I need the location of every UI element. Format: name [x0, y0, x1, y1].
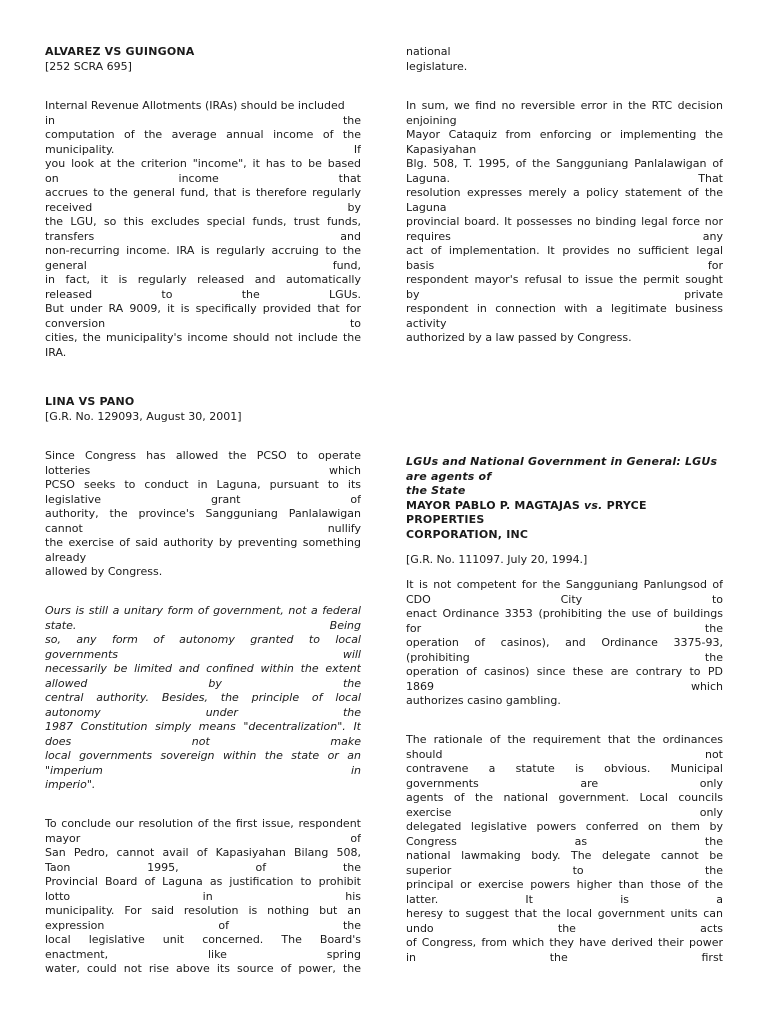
text-line: Taon 1995, of the	[45, 860, 361, 874]
text-line: Ours is still a unitary form of government, not a federal	[45, 604, 361, 617]
text-line: operation of casinos), and Ordinance 3375-93,	[406, 636, 723, 649]
text-line: allowed by Congress.	[45, 565, 163, 578]
case-heading-magtajas	[406, 455, 723, 542]
text-line: undo the acts	[406, 921, 723, 935]
text-line: 1869 which	[406, 679, 723, 693]
text-line: necessarily be limited and confined within the extent	[45, 662, 361, 675]
text-line: To conclude our resolution of the first issue, respondent	[45, 817, 361, 830]
text-line: Provincial Board of Laguna as justification to prohibit	[45, 875, 361, 888]
text-line: resolution expresses merely a policy statement of the	[406, 186, 723, 199]
text-line: respondent in connection with a legitimate business	[406, 302, 723, 315]
text-line: agents of the national government. Local councils	[406, 791, 723, 804]
text-line: act of implementation. It provides no sufficient legal	[406, 244, 723, 257]
text-line: San Pedro, cannot avail of Kapasiyahan Bilang 508,	[45, 846, 361, 859]
text-line: legislature.	[406, 59, 468, 73]
text-line: But under RA 9009, it is specifically provided that for	[45, 302, 361, 315]
conclusion-paragraph	[406, 99, 723, 346]
text-line: Internal Revenue Allotments (IRAs) should be included	[45, 99, 345, 112]
text-line: authorized by a law passed by Congress.	[406, 331, 632, 344]
text-line: CDO City to	[406, 592, 723, 606]
text-line: allowed by the	[45, 676, 361, 690]
case-title-line: MAYOR PABLO P. MAGTAJAS vs. PRYCE	[406, 498, 647, 512]
case-title-line: PROPERTIES	[406, 513, 485, 526]
text-line: municipality. For said resolution is nothing but an	[45, 904, 361, 917]
text-line: In sum, we find no reversible error in the RTC decision	[406, 99, 723, 112]
text-line: received by	[45, 200, 361, 214]
topic-heading-line: LGUs and National Government in General: LGUs	[406, 455, 718, 468]
text-line: conversion to	[45, 316, 361, 330]
text-line: you look at the criterion "income", it has to be based	[45, 157, 361, 170]
text-line: heresy to suggest that the local government units can	[406, 907, 723, 920]
text-line: non-recurring income. IRA is regularly accruing to the	[45, 244, 361, 257]
text-line: PCSO seeks to conduct in Laguna, pursuant to its	[45, 478, 361, 491]
text-line: national	[406, 45, 451, 58]
text-line: cannot nullify	[45, 521, 361, 535]
text-line: Laguna	[406, 200, 447, 214]
magtajas-paragraph-2	[406, 733, 723, 965]
text-line: latter. It is a	[406, 892, 723, 906]
text-line: enact Ordinance 3353 (prohibiting the use of buildings	[406, 607, 723, 620]
text-line: on income that	[45, 171, 361, 185]
text-line: the LGU, so this excludes special funds, trust funds,	[45, 215, 361, 228]
text-line: (prohibiting the	[406, 650, 723, 664]
text-line: computation of the average annual income of the	[45, 128, 361, 141]
text-line: local legislative unit concerned. The Board's	[45, 933, 361, 946]
case-title: ALVAREZ VS GUINGONA	[45, 45, 195, 58]
text-line: transfers and	[45, 229, 361, 243]
text-line: Laguna. That	[406, 171, 723, 185]
text-line: governments will	[45, 647, 361, 661]
text-line: cities, the municipality's income should not include the	[45, 331, 361, 344]
case-citation-text: [G.R. No. 111097. July 20, 1994.]	[406, 553, 588, 566]
text-line: authority, the province's Sangguniang Panlalawigan	[45, 507, 361, 520]
text-line: activity	[406, 316, 447, 330]
text-line: enactment, like spring	[45, 947, 361, 961]
text-line: requires any	[406, 229, 723, 243]
text-line: mayor of	[45, 831, 361, 845]
text-line: legislative grant of	[45, 492, 361, 506]
lina-paragraph-2-italic	[45, 604, 361, 793]
text-line: IRA.	[45, 345, 67, 359]
text-line: Blg. 508, T. 1995, of the Sangguniang Panlalawigan of	[406, 157, 723, 170]
text-line: superior to the	[406, 863, 723, 877]
magtajas-paragraph-1	[406, 578, 723, 709]
text-line: released to the LGUs.	[45, 287, 361, 301]
text-line: in the	[45, 113, 361, 127]
text-line: governments are only	[406, 776, 723, 790]
lina-paragraph-1	[45, 449, 361, 580]
continued-text	[406, 45, 723, 74]
text-line: Since Congress has allowed the PCSO to operate	[45, 449, 361, 462]
text-line: Congress as the	[406, 834, 723, 848]
text-line: water, could not rise above its source of power, the	[45, 962, 361, 975]
text-line: national lawmaking body. The delegate cannot be	[406, 849, 723, 862]
text-line: principal or exercise powers higher than those of the	[406, 878, 723, 891]
text-line: authorizes casino gambling.	[406, 694, 561, 707]
text-line: It is not competent for the Sangguniang Panlungsod of	[406, 578, 723, 591]
text-line: respondent mayor's refusal to issue the permit sought	[406, 273, 723, 286]
text-line: imperio".	[45, 778, 96, 791]
alvarez-paragraph	[45, 99, 361, 360]
text-line: accrues to the general fund, that is therefore regularly	[45, 186, 361, 199]
text-line: the exercise of said authority by preventing something	[45, 536, 361, 549]
text-line: of Congress, from which they have derived their power	[406, 936, 723, 949]
text-line: already	[45, 550, 87, 564]
text-line: operation of casinos) since these are contrary to PD	[406, 665, 723, 678]
text-line: local governments sovereign within the state or an	[45, 749, 361, 762]
text-line: contravene a statute is obvious. Municipal	[406, 762, 723, 775]
text-line: "imperium in	[45, 763, 361, 777]
text-line: municipality. If	[45, 142, 361, 156]
case-heading-lina	[45, 395, 361, 424]
text-line: enjoining	[406, 113, 457, 127]
text-line: delegated legislative powers conferred on them by	[406, 820, 723, 833]
text-line: does not make	[45, 734, 361, 748]
text-line: in fact, it is regularly released and automatically	[45, 273, 361, 286]
topic-heading-line: the State	[406, 484, 466, 497]
case-heading-alvarez	[45, 45, 361, 74]
text-line: expression of the	[45, 918, 361, 932]
text-line: state. Being	[45, 618, 361, 632]
text-line: basis for	[406, 258, 723, 272]
text-line: Mayor Cataquiz from enforcing or implementing the	[406, 128, 723, 141]
text-line: for the	[406, 621, 723, 635]
vs-italic: vs.	[584, 498, 603, 512]
text-line: Kapasiyahan	[406, 142, 477, 156]
text-line: autonomy under the	[45, 705, 361, 719]
text-line: by private	[406, 287, 723, 301]
case-title-line: CORPORATION, INC	[406, 527, 529, 541]
case-title: LINA VS PANO	[45, 395, 135, 408]
text-line: central authority. Besides, the principle of local	[45, 691, 361, 704]
case-citation: [G.R. No. 129093, August 30, 2001]	[45, 409, 242, 423]
text-line: should not	[406, 747, 723, 761]
lina-paragraph-3	[45, 817, 361, 977]
text-line: The rationale of the requirement that the ordinances	[406, 733, 723, 746]
text-line: lotto in his	[45, 889, 361, 903]
text-line: 1987 Constitution simply means "decentralization". It	[45, 720, 361, 733]
case-citation	[406, 553, 723, 568]
text-line: so, any form of autonomy granted to local	[45, 633, 361, 646]
topic-heading-line: are agents of	[406, 469, 492, 483]
case-citation: [252 SCRA 695]	[45, 59, 132, 73]
text-line: exercise only	[406, 805, 723, 819]
text-line: in the first	[406, 950, 723, 964]
text-line: provincial board. It possesses no binding legal force nor	[406, 215, 723, 228]
text-line: lotteries which	[45, 463, 361, 477]
text-line: general fund,	[45, 258, 361, 272]
